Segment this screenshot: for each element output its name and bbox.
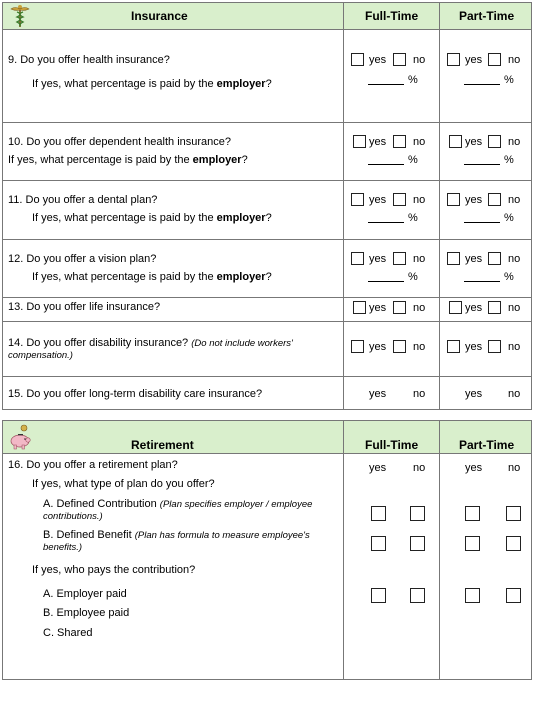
no-label: no (413, 302, 426, 314)
q9-full-yes-checkbox[interactable] (351, 53, 364, 66)
yes-label: yes (369, 194, 387, 206)
q13-full-no-checkbox[interactable] (393, 301, 406, 314)
q12-part-no-checkbox[interactable] (488, 252, 501, 265)
no-label: no (508, 194, 521, 206)
retirement-title: Retirement (131, 438, 194, 452)
payer-part-yes-checkbox[interactable] (465, 588, 480, 603)
q15-part-no-label[interactable]: no (508, 388, 521, 400)
yes-label: yes (465, 54, 483, 66)
dc-part-yes-checkbox[interactable] (465, 506, 480, 521)
insurance-header (3, 3, 531, 30)
q13-full-yes-checkbox[interactable] (353, 301, 366, 314)
db-full-yes-checkbox[interactable] (371, 536, 386, 551)
no-label: no (413, 253, 426, 265)
db-full-no-checkbox[interactable] (410, 536, 425, 551)
employer-paid-option: A. Employer paid (43, 588, 127, 600)
question-14: 14. Do you offer disability insurance? (Do not include workers' (8, 337, 293, 349)
no-label: no (508, 302, 521, 314)
q13-part-no-checkbox[interactable] (488, 301, 501, 314)
no-label: no (413, 341, 426, 353)
no-label: no (508, 341, 521, 353)
insurance-full-time-header: Full-Time (365, 9, 419, 23)
yes-label: yes (465, 302, 483, 314)
yes-label: yes (369, 54, 387, 66)
defined-contribution-note: contributions.) (43, 511, 103, 522)
retirement-header (3, 421, 531, 454)
dc-full-no-checkbox[interactable] (410, 506, 425, 521)
q11-full-no-checkbox[interactable] (393, 193, 406, 206)
defined-benefit-option: B. Defined Benefit (Plan has formula to measure employee's (43, 529, 310, 541)
payer-part-no-checkbox[interactable] (506, 588, 521, 603)
q10-full-yes-checkbox[interactable] (353, 135, 366, 148)
yes-label: yes (369, 341, 387, 353)
question-10: 10. Do you offer dependent health insurance? (8, 136, 232, 148)
q12-part-percent-field[interactable]: % (464, 271, 514, 283)
contribution-payer-question: If yes, who pays the contribution? (32, 564, 196, 576)
insurance-title: Insurance (131, 9, 188, 23)
no-label: no (413, 194, 426, 206)
payer-full-yes-checkbox[interactable] (371, 588, 386, 603)
q10-part-yes-checkbox[interactable] (449, 135, 462, 148)
q15-full-no-label[interactable]: no (413, 388, 426, 400)
retirement-table (2, 420, 532, 680)
yes-label: yes (369, 253, 387, 265)
plan-type-question: If yes, what type of plan do you offer? (32, 478, 215, 490)
q9-part-yes-checkbox[interactable] (447, 53, 460, 66)
q14-part-yes-checkbox[interactable] (447, 340, 460, 353)
question-12-followup: If yes, what percentage is paid by the employer? (32, 271, 272, 283)
q16-full-yes-label[interactable]: yes (369, 462, 387, 474)
question-11: 11. Do you offer a dental plan? (8, 194, 158, 206)
q9-full-no-checkbox[interactable] (393, 53, 406, 66)
q9-part-percent-field[interactable]: % (464, 74, 514, 86)
q11-part-no-checkbox[interactable] (488, 193, 501, 206)
q10-part-no-checkbox[interactable] (488, 135, 501, 148)
defined-benefit-note: benefits.) (43, 542, 83, 553)
question-14-note: compensation.) (8, 350, 73, 361)
employee-paid-option: B. Employee paid (43, 607, 130, 619)
q15-part-yes-label[interactable]: yes (465, 388, 483, 400)
q9-part-no-checkbox[interactable] (488, 53, 501, 66)
no-label: no (413, 136, 426, 148)
q11-full-percent-field[interactable]: % (368, 212, 418, 224)
no-label: no (508, 54, 521, 66)
yes-label: yes (465, 194, 483, 206)
q16-full-no-label[interactable]: no (413, 462, 426, 474)
question-9: 9. Do you offer health insurance? (8, 54, 170, 66)
shared-option: C. Shared (43, 627, 93, 639)
no-label: no (508, 136, 521, 148)
piggy-bank-icon (8, 424, 32, 450)
payer-full-no-checkbox[interactable] (410, 588, 425, 603)
question-9-followup: If yes, what percentage is paid by the employer? (32, 78, 272, 90)
question-10-followup: If yes, what percentage is paid by the employer? (8, 154, 248, 166)
db-part-yes-checkbox[interactable] (465, 536, 480, 551)
q10-full-no-checkbox[interactable] (393, 135, 406, 148)
q9-full-percent-field[interactable]: % (368, 74, 418, 86)
question-16: 16. Do you offer a retirement plan? (8, 459, 178, 471)
q11-part-yes-checkbox[interactable] (447, 193, 460, 206)
no-label: no (508, 253, 521, 265)
q11-full-yes-checkbox[interactable] (351, 193, 364, 206)
insurance-part-time-header: Part-Time (459, 9, 515, 23)
dc-part-no-checkbox[interactable] (506, 506, 521, 521)
question-15: 15. Do you offer long-term disability care insurance? (8, 388, 263, 400)
q12-full-no-checkbox[interactable] (393, 252, 406, 265)
db-part-no-checkbox[interactable] (506, 536, 521, 551)
q10-part-percent-field[interactable]: % (464, 154, 514, 166)
yes-label: yes (369, 302, 387, 314)
question-13: 13. Do you offer life insurance? (8, 301, 161, 313)
q16-part-no-label[interactable]: no (508, 462, 521, 474)
dc-full-yes-checkbox[interactable] (371, 506, 386, 521)
q16-part-yes-label[interactable]: yes (465, 462, 483, 474)
yes-label: yes (465, 341, 483, 353)
q15-full-yes-label[interactable]: yes (369, 388, 387, 400)
q14-part-no-checkbox[interactable] (488, 340, 501, 353)
q11-part-percent-field[interactable]: % (464, 212, 514, 224)
q12-part-yes-checkbox[interactable] (447, 252, 460, 265)
q14-full-yes-checkbox[interactable] (351, 340, 364, 353)
yes-label: yes (465, 253, 483, 265)
insurance-table (2, 2, 532, 410)
q13-part-yes-checkbox[interactable] (449, 301, 462, 314)
caduceus-icon (9, 4, 31, 28)
q12-full-yes-checkbox[interactable] (351, 252, 364, 265)
q14-full-no-checkbox[interactable] (393, 340, 406, 353)
yes-label: yes (369, 136, 387, 148)
no-label: no (413, 54, 426, 66)
q12-full-percent-field[interactable]: % (368, 271, 418, 283)
retirement-part-time-header: Part-Time (459, 438, 515, 452)
question-12: 12. Do you offer a vision plan? (8, 253, 157, 265)
yes-label: yes (465, 136, 483, 148)
q10-full-percent-field[interactable]: % (368, 154, 418, 166)
question-11-followup: If yes, what percentage is paid by the employer? (32, 212, 272, 224)
retirement-full-time-header: Full-Time (365, 438, 419, 452)
defined-contribution-option: A. Defined Contribution (Plan specifies employer / employee (43, 498, 313, 510)
